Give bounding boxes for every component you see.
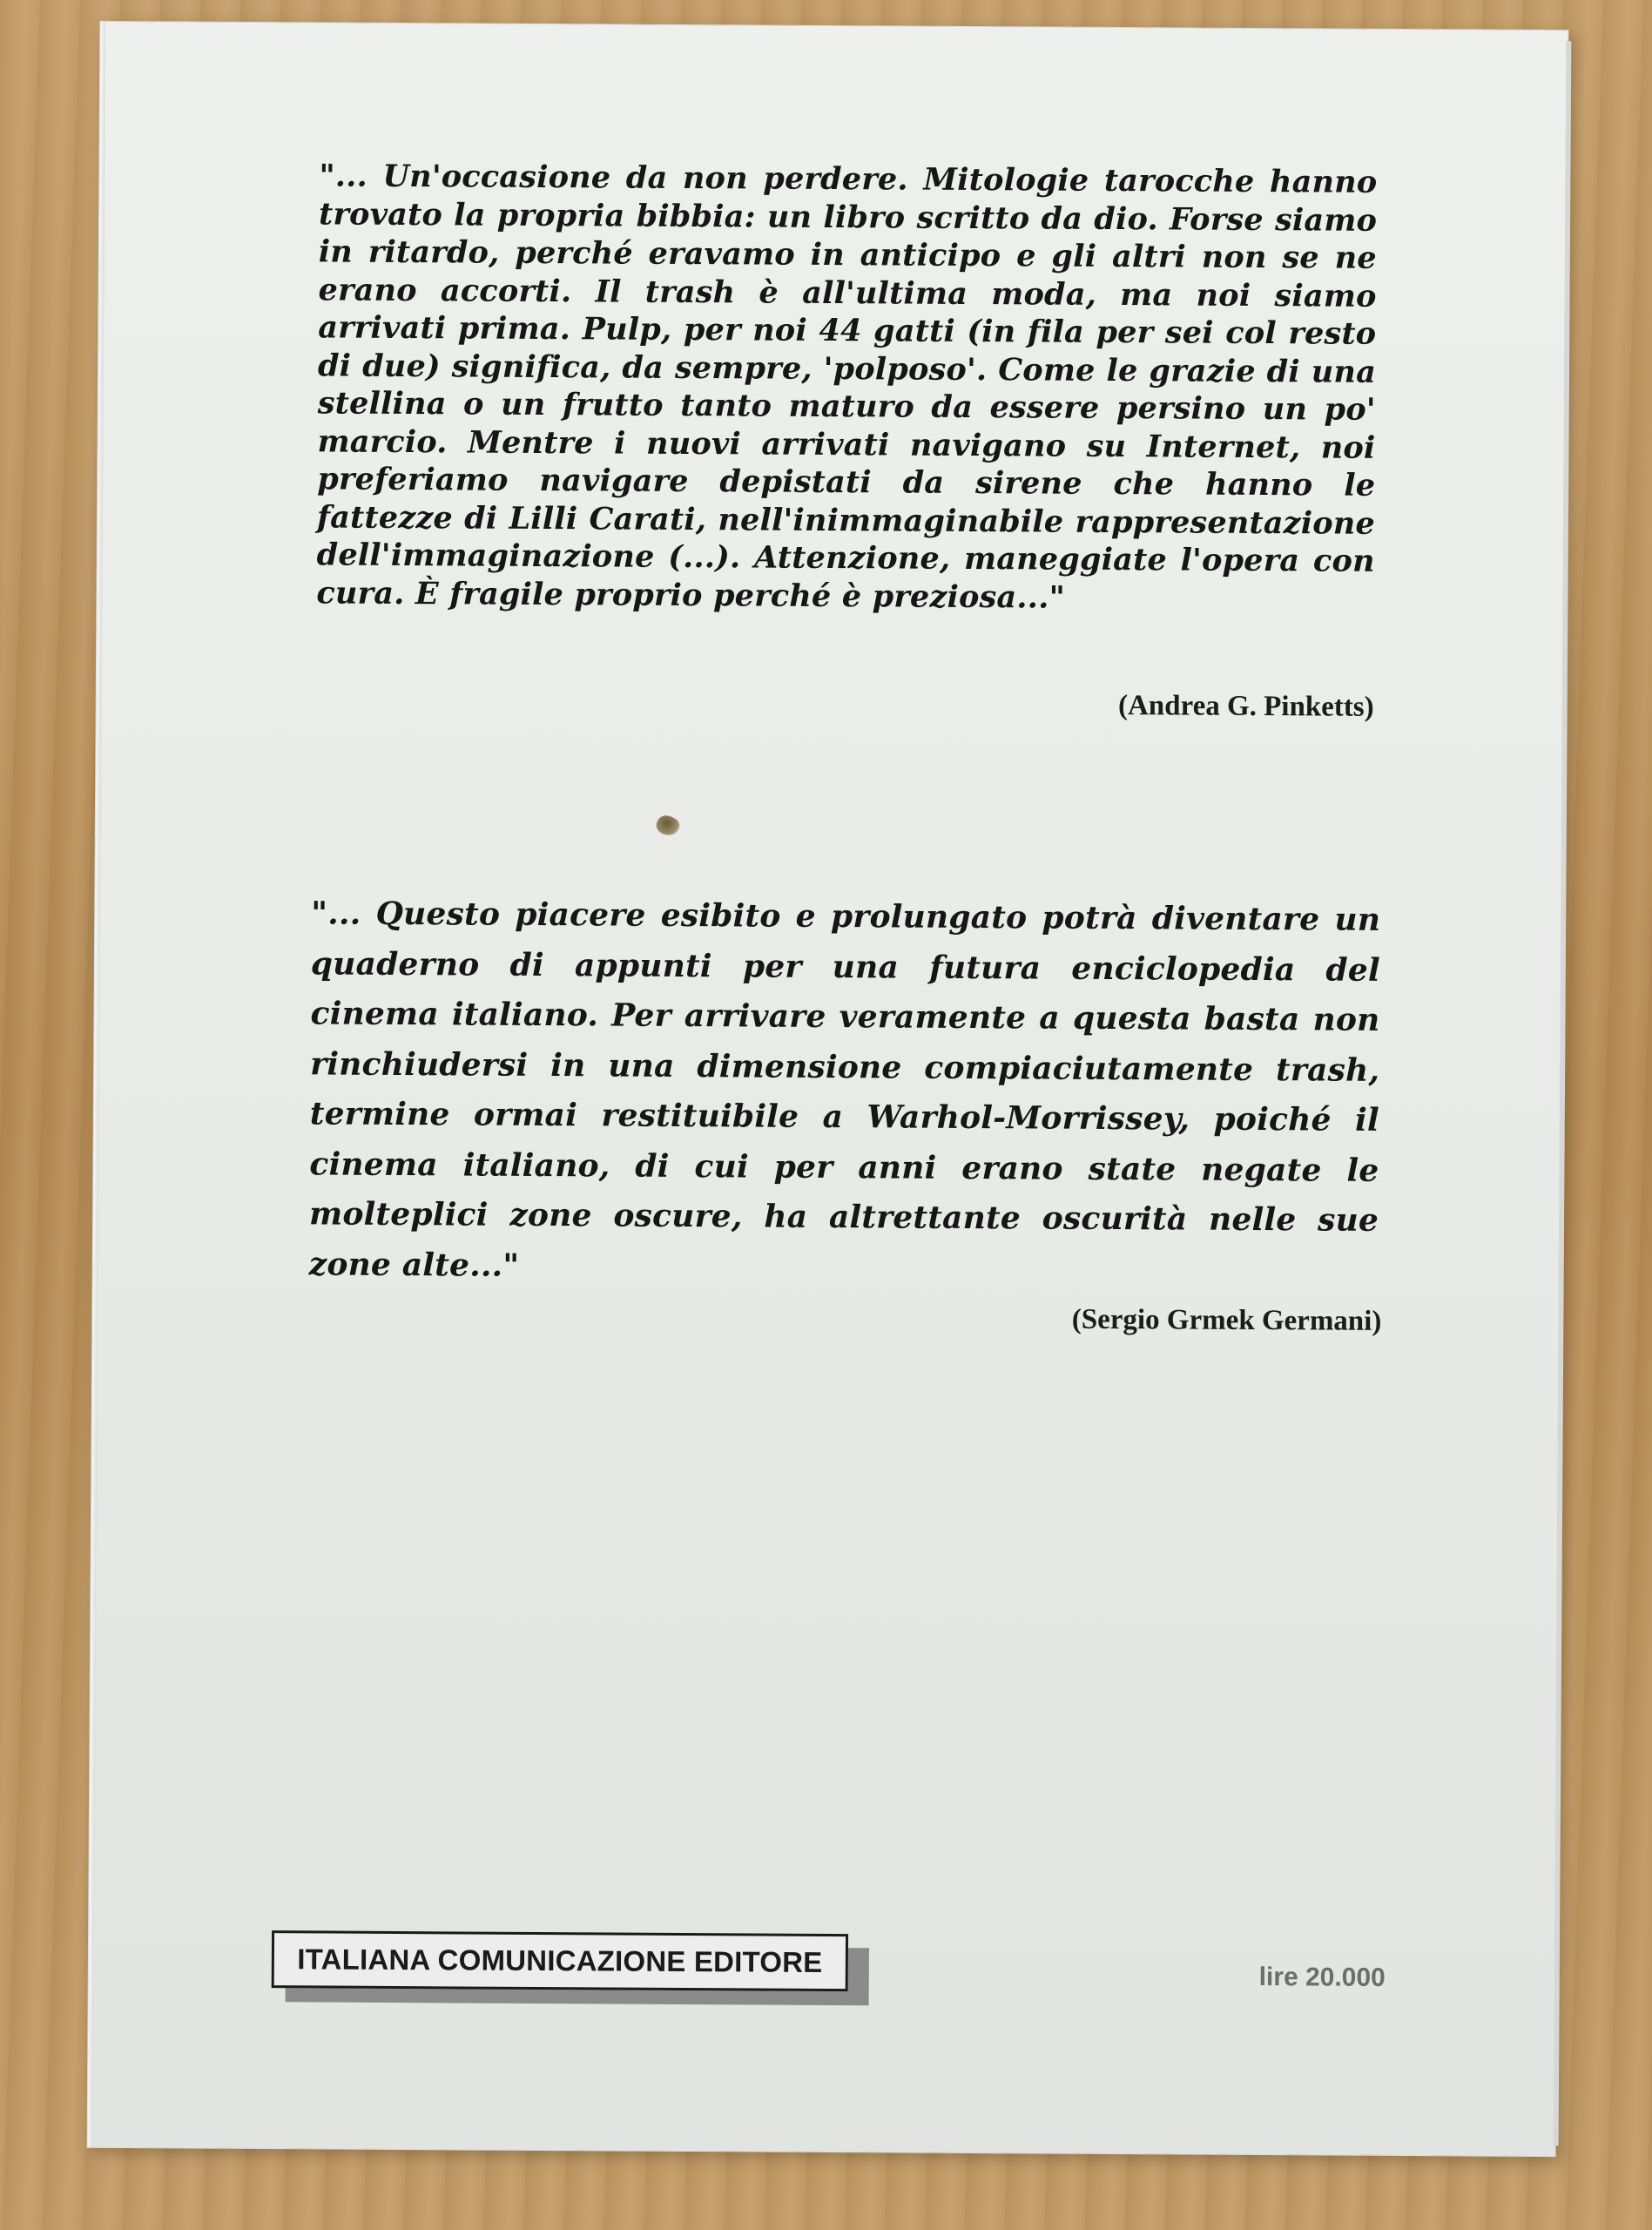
- cover-stain-mark: [653, 812, 682, 839]
- quote-pinketts: "... Un'occasione da non perdere. Mitologie tarocche hanno trovato la propria bibbia: un libro scritto da dio. Forse siamo in ritardo, perché eravamo in anticipo e gli altri non se ne erano accorti. Il trash è all'ultima moda, ma noi siamo arrivati prima. Pulp, per noi 44 gatti (in fila per sei col resto di due) significa, da sempre, 'polposo'. Come le grazie di una stellina o un frutto tanto maturo da essere persino un po' marcio. Mentre i nuovi arrivati navigano su Internet, noi preferiamo navigare depistati da sirene che hanno le fattezze di Lilli Carati, nell'inimmaginabile rappresentazione dell'immaginazione (...). Attenzione, maneggiate l'opera con cura. È fragile proprio perché è preziosa...": [316, 158, 1378, 616]
- quote-grmek-germani: "... Questo piacere esibito e prolungato potrà diventare un quaderno di appunti per una futura enciclopedia del cinema italiano. Per arrivare veramente a questa basta non rinchiudersi in una dimensione compiaciutamente trash, termine ormai restituibile a Warhol-Morrissey, poiché il cinema italiano, di cui per anni erano state negate le molteplici zone oscure, ha altrettante oscurità nelle sue zone alte...": [308, 895, 1381, 1284]
- price-label: lire 20.000: [1258, 1963, 1386, 1992]
- quote-author-pinketts: (Andrea G. Pinketts): [1117, 690, 1374, 723]
- quote-author-grmek-germani: (Sergio Grmek Germani): [1071, 1303, 1382, 1337]
- publisher-box: [272, 1930, 848, 1991]
- publisher-name: ITALIANA COMUNICAZIONE EDITORE: [297, 1943, 823, 1978]
- book-back-cover: [88, 22, 1568, 2156]
- publisher-logo-block: [272, 1930, 873, 2005]
